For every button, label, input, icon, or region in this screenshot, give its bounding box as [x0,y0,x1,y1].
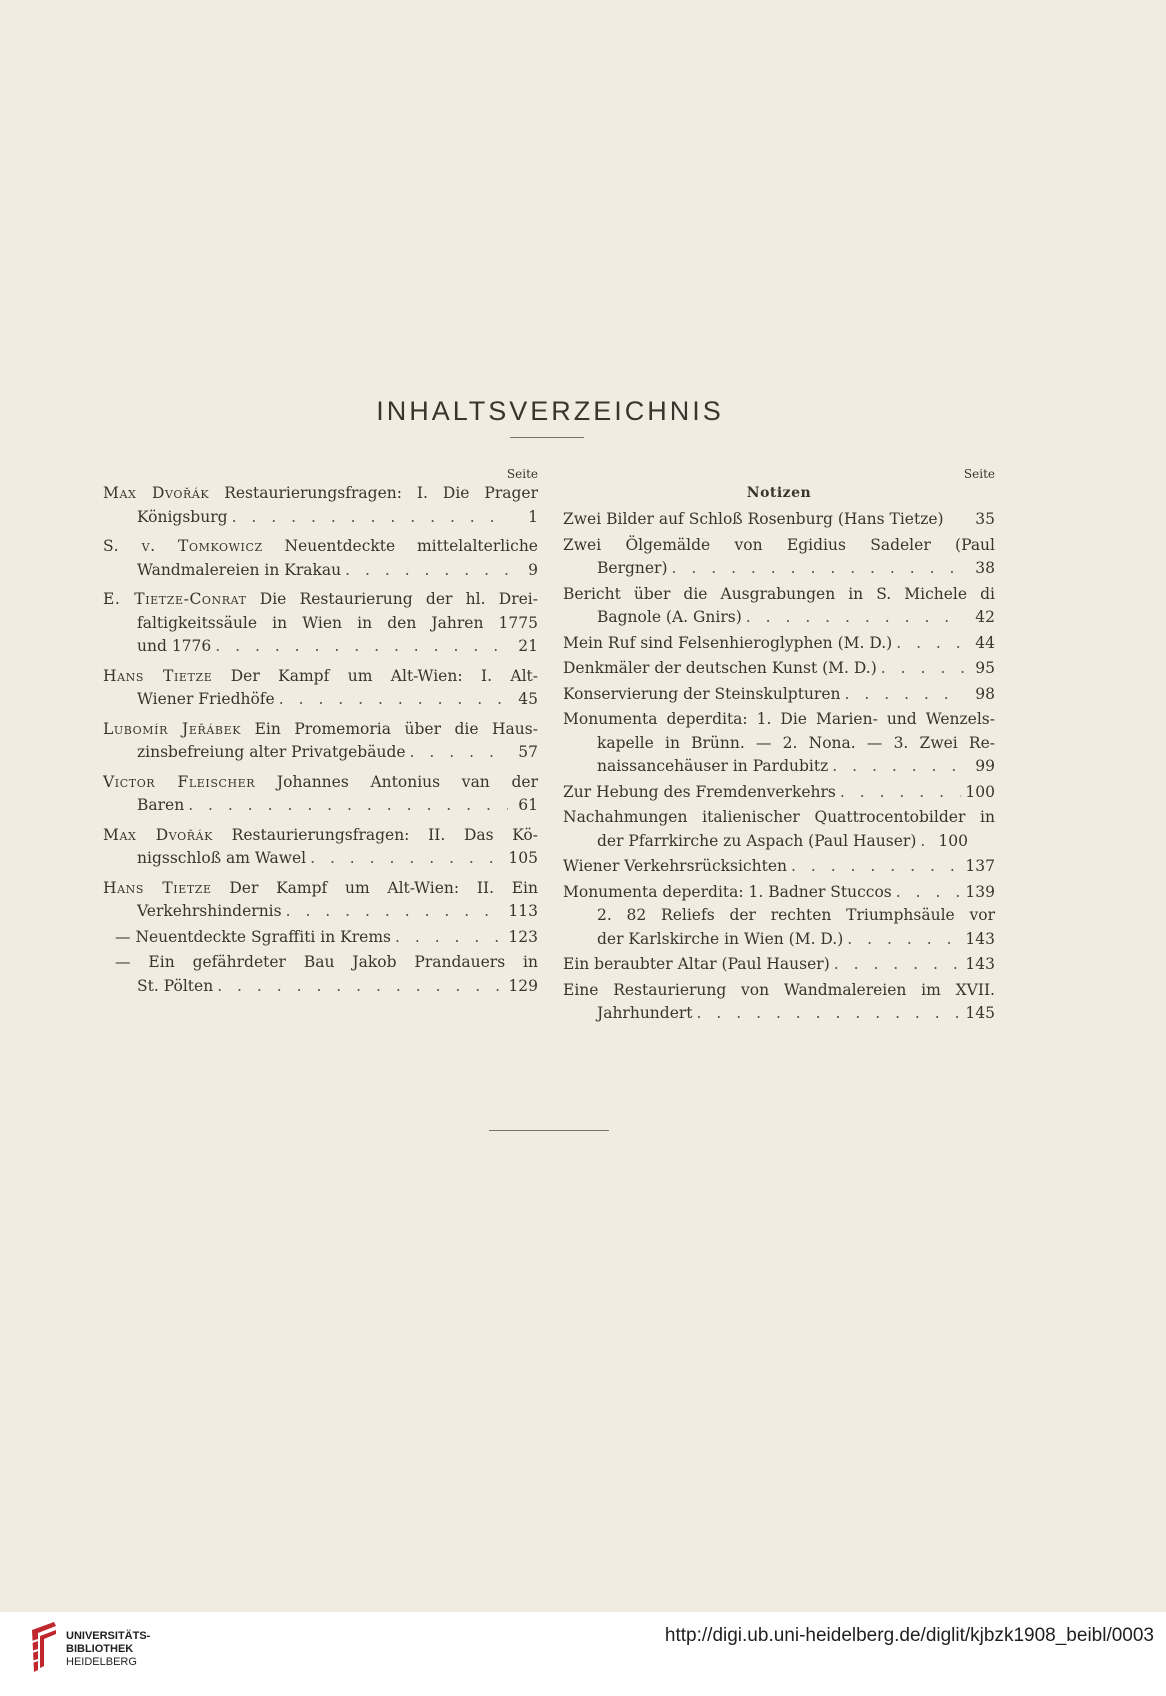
seite-label-right: Seite [963,467,995,481]
entry-page-number: 44 [975,633,995,652]
entry-title-line: Verkehrshindernis [137,902,282,920]
entry-title-line: faltigkeitssäule in Wien in den Jahren 1775 [137,613,538,632]
entry-title-line: Die Restaurierung der hl. Drei- [259,590,538,608]
entry-title-line: nigsschloß am Wawel [137,849,307,867]
dot-leader [791,855,961,879]
entry-page-number: 123 [508,927,538,946]
entry-title-line: Bericht über die Ausgrabungen in S. Michele di [563,584,995,603]
entry-title-line: naissancehäuser in Pardubitz [597,757,829,775]
toc-entry[interactable] [563,708,995,779]
seite-label-left: Seite [506,467,538,481]
entry-title-line: Bagnole (A. Gnirs) [597,608,742,626]
entry-page-number: 98 [975,684,995,703]
dot-leader [920,830,934,854]
entry-title-line: zinsbefreiung alter Privatgebäude [137,743,406,761]
entry-title-line: Wiener Verkehrsrücksichten [563,857,787,875]
entry-title-line: Restaurierungsfragen: I. Die Prager [224,484,539,502]
entry-page-number: 139 [965,882,995,901]
entry-title-line: 2. 82 Reliefs der rechten Triumphsäule vor [597,906,995,924]
dot-leader [410,741,508,765]
entry-title-line: Neuentdeckte mittelalterliche [284,537,538,555]
dot-leader [834,953,962,977]
entry-page-number: 21 [518,637,538,655]
entry-author: E. Tietze-Conrat [103,590,247,608]
toc-entry[interactable] [103,482,538,529]
entry-page-number: 42 [975,608,995,626]
toc-entry[interactable] [103,771,538,818]
entry-page-number: 1 [528,507,538,526]
toc-entry[interactable] [103,877,538,924]
entry-title-line: Der Kampf um Alt-Wien: II. Ein [229,878,538,897]
dot-leader [840,781,962,805]
dot-leader [215,635,508,659]
logo-line: UNIVERSITÄTS- [66,1630,151,1642]
ditto-dash: — [115,927,131,946]
entry-title-line: Zwei Ölgemälde von Egidius Sadeler (Paul [563,535,995,554]
entry-title-line: Ein gefährdeter Bau Jakob Prandauers in [148,953,538,971]
dot-leader [188,794,508,818]
toc-entry[interactable] [103,665,538,712]
entry-title-line: Restaurierungsfragen: II. Das Kö- [231,825,538,844]
library-name [66,1630,150,1669]
dot-leader [896,881,962,905]
entry-title-line: Zwei Bilder auf Schloß Rosenburg (Hans Tietze) [563,510,944,528]
dot-leader [847,928,961,952]
entry-page-number: 38 [975,559,995,577]
toc-entry[interactable] [563,881,995,952]
entry-title-line: Königsburg [137,507,228,526]
entry-title-line: Der Kampf um Alt-Wien: I. Alt- [230,666,539,685]
title-rule [510,437,584,438]
entry-title-line: Baren [137,796,185,814]
logo-line: BIBLIOTHEK [66,1643,134,1655]
toc-entry[interactable] [563,953,995,977]
entry-title-line: Wandmalereien in Krakau [137,560,342,579]
toc-entry[interactable] [563,508,995,532]
toc-entry[interactable] [563,855,995,879]
toc-entry[interactable] [563,806,995,853]
dot-leader [279,688,508,712]
ditto-dash: — [115,953,131,971]
entry-title-line: St. Pölten [137,976,214,995]
logo-line: HEIDELBERG [66,1656,137,1668]
entry-title-line: Denkmäler der deutschen Kunst (M. D.) [563,659,877,677]
toc-left-column [103,466,538,1004]
entry-title-line: der Karlskirche in Wien (M. D.) [597,929,844,948]
toc-entry[interactable] [563,657,995,681]
toc-entry[interactable] [563,534,995,581]
toc-entry[interactable] [103,535,538,582]
entry-page-number: 129 [508,976,538,995]
toc-entry[interactable] [103,588,538,659]
toc-entry[interactable] [563,781,995,805]
entry-page-number: 57 [518,743,538,761]
toc-entry[interactable] [103,824,538,871]
entry-page-number: 143 [965,955,995,973]
dot-leader [310,847,504,871]
entry-title-line: Wiener Friedhöfe [137,690,275,708]
entry-page-number: 100 [965,782,995,801]
entry-title-line: Mein Ruf sind Felsenhieroglyphen (M. D.) [563,633,893,652]
entry-title-line: Ein Promemoria über die Haus- [254,719,538,738]
dot-leader [286,900,505,924]
dot-leader [672,557,965,581]
notizen-heading: Notizen [746,485,812,501]
dot-leader [832,755,965,779]
entry-author: Hans Tietze [103,666,213,685]
dot-leader [395,926,504,950]
toc-entry[interactable] [103,926,538,950]
entry-page-number: 145 [965,1004,995,1022]
entry-author: Max Dvořák [103,825,213,844]
toc-entry[interactable] [103,718,538,765]
entry-title-line: Ein beraubter Altar (Paul Hauser) [563,955,830,973]
entry-page-number: 35 [975,510,995,528]
entry-author: Hans Tietze [103,878,212,897]
toc-entry[interactable] [563,583,995,630]
dot-leader [217,975,504,999]
toc-entry[interactable] [563,979,995,1026]
entry-title-line: Nachahmungen italienischer Quattrocentobilder in [563,808,995,826]
entry-title-line: Zur Hebung des Fremdenverkehrs [563,782,836,801]
dot-leader [345,559,508,583]
toc-entry[interactable] [563,632,995,656]
entry-author: Max Dvořák [103,484,210,502]
dot-leader [845,683,965,707]
entry-title-line: der Pfarrkirche zu Aspach (Paul Hauser) [597,831,917,850]
entry-author: Lubomír Jeřábek [103,719,242,738]
entry-page-number: 61 [518,796,538,814]
entry-author: Victor Fleischer [103,772,256,791]
dot-leader [232,506,508,530]
page-title: INHALTSVERZEICHNIS [376,396,724,427]
dot-leader [746,606,965,630]
entry-page-number: 99 [975,757,995,775]
entry-author: S. v. Tomkowicz [103,537,263,555]
entry-title-line: Johannes Antonius van der [276,772,538,791]
dot-leader [896,632,965,656]
entry-page-number: 45 [518,690,538,708]
dot-leader [697,1002,962,1026]
entry-title-line: Eine Restaurierung von Wandmalereien im XVII. [563,980,995,999]
entry-title-line: Monumenta deperdita: 1. Die Marien- und Wenzels- [563,710,995,728]
toc-right-column [563,466,995,1028]
entry-page-number: 95 [975,659,995,677]
library-logo-icon[interactable] [28,1622,60,1678]
source-url-link[interactable]: http://digi.ub.uni-heidelberg.de/diglit/kjbzk1908_beibl/0003 [664,1625,1154,1646]
entry-page-number: 100 [938,831,968,850]
entry-title-line: Jahrhundert [597,1004,693,1022]
entry-title-line: kapelle in Brünn. — 2. Nona. — 3. Zwei Re- [597,733,995,752]
toc-entry[interactable] [563,683,995,707]
entry-page-number: 9 [528,560,538,579]
entry-title-line: Neuentdeckte Sgraffiti in Krems [135,927,391,946]
entry-title-line: Bergner) [597,559,668,577]
entry-page-number: 113 [508,902,538,920]
entry-page-number: 137 [965,857,995,875]
entry-page-number: 105 [508,849,538,867]
closing-rule [489,1130,609,1131]
entry-page-number: 143 [965,929,995,948]
entry-title-line: Konservierung der Steinskulpturen [563,684,841,703]
entry-title-line: Monumenta deperdita: 1. Badner Stuccos [563,882,892,901]
dot-leader [881,657,965,681]
toc-entry[interactable] [103,951,538,998]
entry-title-line: und 1776 [137,637,212,655]
